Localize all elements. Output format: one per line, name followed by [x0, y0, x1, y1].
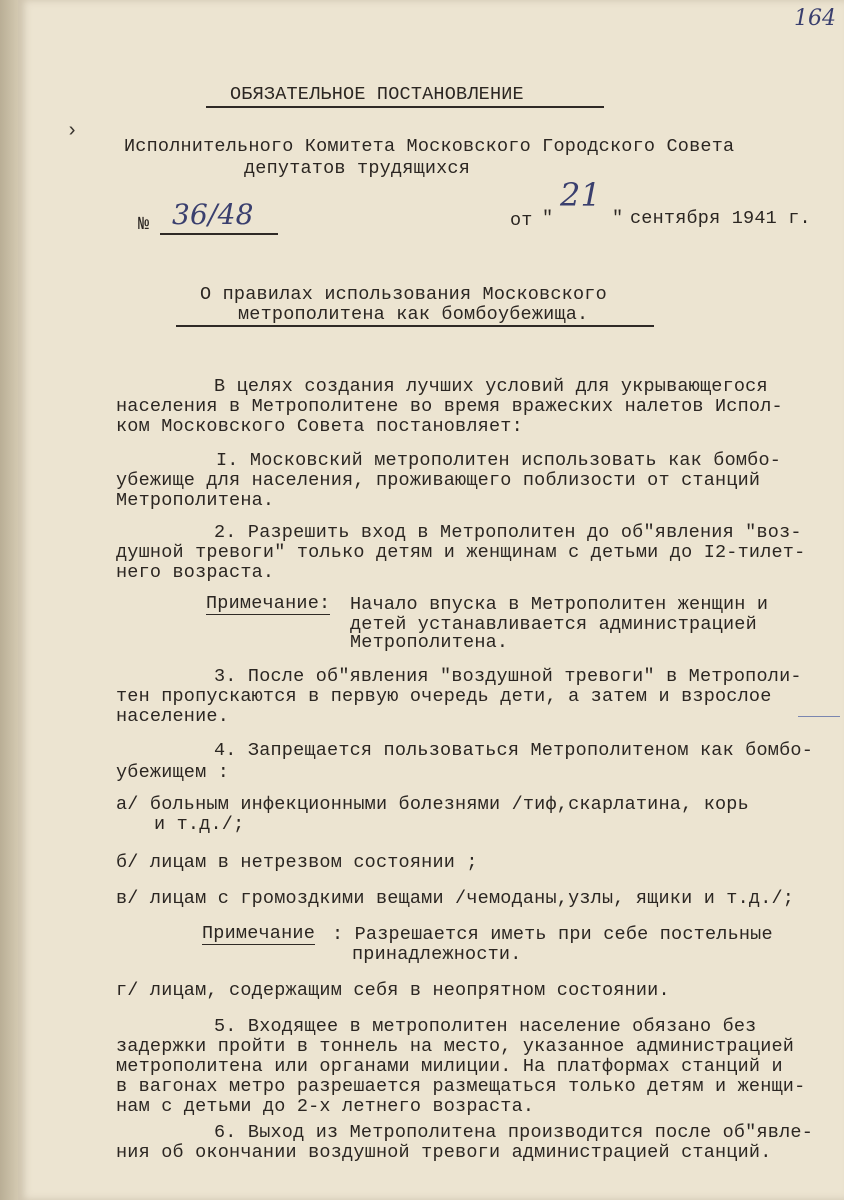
- note1-line-1: Начало впуска в Метрополитен женщин и: [350, 594, 769, 615]
- note1-line-3: Метрополитена.: [350, 632, 509, 653]
- binding-edge: [0, 0, 18, 1200]
- intro-line-1: В целях создания лучших условий для укрывающегося: [214, 376, 768, 397]
- note2-line-1: : Разрешается иметь при себе постельные: [332, 924, 773, 945]
- p1-line-3: Метрополитена.: [116, 490, 275, 511]
- p4-line-2: убежищем :: [116, 762, 230, 783]
- p1-line-1: I. Московский метрополитен использовать как бомбо-: [216, 450, 782, 471]
- p3-line-3: население.: [116, 706, 230, 727]
- intro-line-3: ком Московского Совета постановляет:: [116, 416, 523, 437]
- p4d-line: г/ лицам, содержащим себя в неопрятном состоянии.: [116, 980, 670, 1001]
- intro-line-2: населения в Метрополитене во время вражеских налетов Испол-: [116, 396, 783, 417]
- note2-line-2: принадлежности.: [352, 944, 522, 965]
- p5-line-4: в вагонах метро разрешается размещаться только детям и женщи-: [116, 1076, 806, 1097]
- p5-line-2: задержки пройти в тоннель на место, указанное администрацией: [116, 1036, 795, 1057]
- p6-line-1: 6. Выход из Метрополитена производится после об"явле-: [214, 1122, 813, 1143]
- subject-line-1: О правилах использования Московского: [200, 284, 607, 305]
- subject-underline: [176, 325, 654, 327]
- p6-line-2: ния об окончании воздушной тревоги администрацией станций.: [116, 1142, 772, 1163]
- p4-line-1: 4. Запрещается пользоваться Метрополитеном как бомбо-: [214, 740, 813, 761]
- date-open-quote: ": [542, 208, 554, 229]
- note2-label: Примечание: [202, 923, 316, 944]
- date-from: от: [510, 210, 533, 231]
- document-title: ОБЯЗАТЕЛЬНОЕ ПОСТАНОВЛЕНИЕ: [230, 84, 524, 105]
- p4c-line: в/ лицам с громоздкими вещами /чемоданы,узлы, ящики и т.д./;: [116, 888, 795, 909]
- margin-mark: ›: [66, 120, 79, 143]
- date-month-year: сентября 1941 г.: [630, 208, 811, 229]
- date-close-quote: ": [612, 208, 624, 229]
- p5-line-5: нам с детьми до 2-х летнего возраста.: [116, 1096, 535, 1117]
- page-number: 164: [794, 6, 836, 31]
- document-page: [18, 0, 844, 1200]
- note1-line-2: детей устанавливается администрацией: [350, 614, 757, 635]
- date-day: 21: [560, 176, 602, 214]
- p2-line-1: 2. Разрешить вход в Метрополитен до об"явления "воз-: [214, 522, 802, 543]
- number-underline: [160, 233, 278, 235]
- subject-line-2: метрополитена как бомбоубежища.: [238, 304, 589, 325]
- p1-line-2: убежище для населения, проживающего поблизости от станций: [116, 470, 761, 491]
- pencil-mark: [798, 716, 840, 717]
- p5-line-3: метрополитена или органами милиции. На платформах станций и: [116, 1056, 783, 1077]
- note1-label: Примечание:: [206, 593, 331, 614]
- issuer-line-2: депутатов трудящихся: [244, 158, 471, 179]
- p4b-line: б/ лицам в нетрезвом состоянии ;: [116, 852, 478, 873]
- resolution-number: 36/48: [172, 198, 254, 231]
- p4a-line-2: и т.д./;: [154, 814, 245, 835]
- p2-line-3: него возраста.: [116, 562, 275, 583]
- p4a-line-1: а/ больным инфекционными болезнями /тиф,скарлатина, корь: [116, 794, 749, 815]
- p5-line-1: 5. Входящее в метрополитен население обязано без: [214, 1016, 757, 1037]
- issuer-line-1: Исполнительного Комитета Московского Городского Совета: [124, 136, 735, 157]
- number-sign: №: [138, 214, 150, 235]
- p3-line-1: 3. После об"явления "воздушной тревоги" в Метрополи-: [214, 666, 802, 687]
- p2-line-2: душной тревоги" только детям и женщинам с детьми до I2-тилет-: [116, 542, 806, 563]
- title-underline: [206, 106, 604, 108]
- p3-line-2: тен пропускаются в первую очередь дети, а затем и взрослое: [116, 686, 772, 707]
